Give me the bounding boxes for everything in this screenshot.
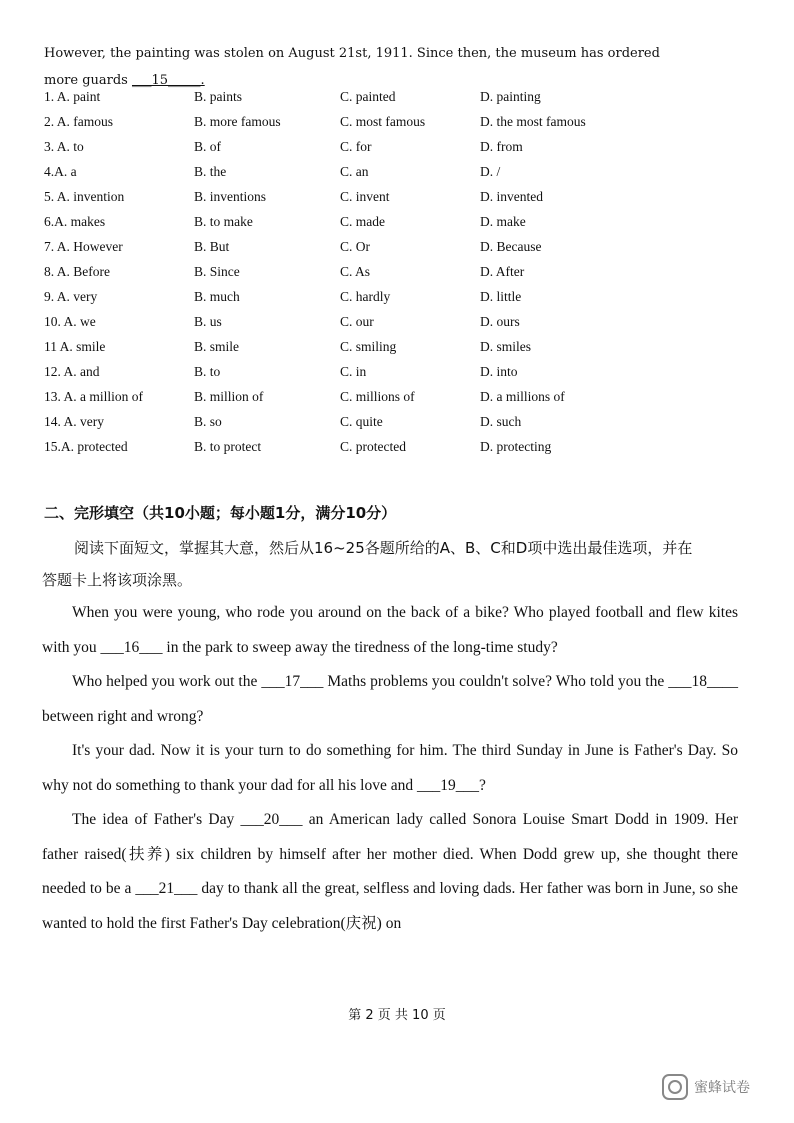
- option-d: D. little: [480, 289, 522, 304]
- option-b: B. But: [194, 239, 230, 254]
- option-row: [44, 339, 764, 364]
- option-c: C. an: [340, 164, 369, 179]
- option-row: [44, 139, 764, 164]
- option-a: 3. A. to: [44, 139, 84, 154]
- option-a: 1. A. paint: [44, 89, 101, 104]
- option-row: [44, 239, 764, 264]
- passage-paragraph: It's your dad. Now it is your turn to do something for him. The third Sunday in June is Father's Day. So why not do something to thank your dad for all his love and ___19___?: [42, 742, 738, 794]
- option-c: C. quite: [340, 414, 383, 429]
- option-a: 4.A. a: [44, 164, 77, 179]
- option-d: D. into: [480, 364, 518, 379]
- option-row: [44, 89, 764, 114]
- option-c: C. invent: [340, 189, 390, 204]
- option-c: C. made: [340, 214, 385, 229]
- option-a: 2. A. famous: [44, 114, 113, 129]
- option-c: C. hardly: [340, 289, 391, 304]
- option-c: C. As: [340, 264, 371, 279]
- option-a: 10. A. we: [44, 314, 96, 329]
- option-b: B. so: [194, 414, 222, 429]
- option-d: D. a millions of: [480, 389, 565, 404]
- option-a: 8. A. Before: [44, 264, 110, 279]
- option-row: [44, 214, 764, 239]
- option-d: D. invented: [480, 189, 543, 204]
- intro-text: [44, 40, 744, 94]
- option-row: [44, 189, 764, 214]
- option-c: C. Or: [340, 239, 370, 254]
- passage-paragraph: Who helped you work out the ___17___ Maths problems you couldn't solve? Who told you the ___18____ between right and wrong?: [42, 673, 738, 725]
- option-d: D. ours: [480, 314, 520, 329]
- page-footer: 第 2 页 共 10 页: [348, 1008, 446, 1023]
- option-row: [44, 114, 764, 139]
- option-c: C. protected: [340, 439, 406, 454]
- intro-line-2-prefix: more guards: [44, 73, 132, 88]
- option-a: 15.A. protected: [44, 439, 128, 454]
- intro-line-1: However, the painting was stolen on August 21st, 1911. Since then, the museum has ordered: [44, 46, 660, 61]
- blank-15: ___15_____.: [131, 73, 205, 88]
- option-d: D. such: [480, 414, 522, 429]
- option-a: 11 A. smile: [44, 339, 106, 354]
- option-c: C. in: [340, 364, 367, 379]
- option-d: D. the most famous: [480, 114, 586, 129]
- option-b: B. Since: [194, 264, 240, 279]
- option-a: 12. A. and: [44, 364, 100, 379]
- option-row: [44, 389, 764, 414]
- option-a: 14. A. very: [44, 414, 104, 429]
- option-row: [44, 264, 764, 289]
- watermark: [662, 1074, 750, 1100]
- option-a: 6.A. makes: [44, 214, 106, 229]
- watermark-text: 蜜蜂试卷: [694, 1080, 750, 1096]
- bee-logo-icon: [662, 1074, 688, 1100]
- option-c: C. smiling: [340, 339, 397, 354]
- option-c: C. painted: [340, 89, 396, 104]
- option-row: [44, 289, 764, 314]
- option-b: B. us: [194, 314, 222, 329]
- option-c: C. most famous: [340, 114, 426, 129]
- option-d: D. make: [480, 214, 526, 229]
- option-b: B. the: [194, 164, 227, 179]
- section-title: 二、完形填空（共10小题；每小题1分，满分10分）: [44, 504, 397, 522]
- option-b: B. to: [194, 364, 221, 379]
- option-row: [44, 364, 764, 389]
- option-d: D. /: [480, 164, 501, 179]
- option-b: B. million of: [194, 389, 264, 404]
- cloze-passage: [42, 596, 738, 941]
- option-b: B. much: [194, 289, 240, 304]
- option-d: D. protecting: [480, 439, 552, 454]
- passage-paragraph: When you were young, who rode you around on the back of a bike? Who played football and flew kites with you ___16___ in the park to sweep away the tiredness of the long-time study?: [42, 604, 738, 656]
- passage-paragraph: The idea of Father's Day ___20___ an American lady called Sonora Louise Smart Dodd in 1909. Her father raised(扶养) six children by himself after her mother died. When Dodd grew up, she thought there needed to be a ___21___ day to thank all the great, selfless and loving dads. Her father was born in June, so she wanted to hold the first Father's Day celebration(庆祝) on: [42, 811, 738, 932]
- option-b: B. smile: [194, 339, 240, 354]
- option-a: 7. A. However: [44, 239, 123, 254]
- option-row: [44, 439, 764, 464]
- option-b: B. more famous: [194, 114, 281, 129]
- option-a: 13. A. a million of: [44, 389, 143, 404]
- option-d: D. After: [480, 264, 525, 279]
- option-c: C. for: [340, 139, 372, 154]
- option-b: B. to make: [194, 214, 253, 229]
- option-c: C. our: [340, 314, 374, 329]
- option-d: D. painting: [480, 89, 541, 104]
- option-b: B. to protect: [194, 439, 262, 454]
- option-row: [44, 164, 764, 189]
- option-b: B. inventions: [194, 189, 267, 204]
- option-a: 9. A. very: [44, 289, 98, 304]
- option-row: [44, 414, 764, 439]
- option-d: D. Because: [480, 239, 542, 254]
- option-d: D. smiles: [480, 339, 532, 354]
- options-list: [44, 89, 764, 464]
- option-b: B. of: [194, 139, 221, 154]
- section-instruction: 阅读下面短文，掌握其大意，然后从16~25各题所给的A、B、C和D项中选出最佳选项，并在答题卡上将该项涂黑。: [42, 539, 693, 589]
- option-row: [44, 314, 764, 339]
- option-d: D. from: [480, 139, 523, 154]
- option-c: C. millions of: [340, 389, 415, 404]
- option-a: 5. A. invention: [44, 189, 125, 204]
- option-b: B. paints: [194, 89, 243, 104]
